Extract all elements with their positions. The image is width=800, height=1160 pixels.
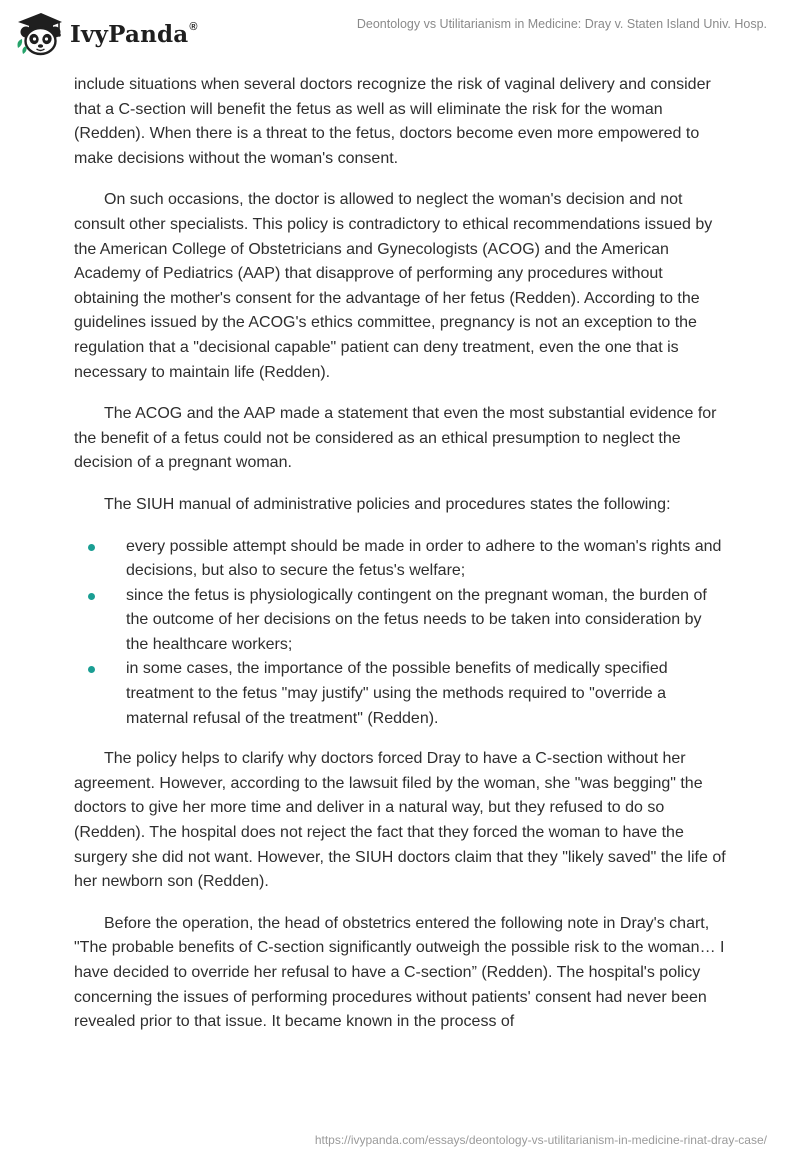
list-item [74,584,726,658]
essay-body [74,73,726,1052]
bullet-dot-icon [88,544,95,551]
paragraph-1: include situations when several doctors recognize the risk of vaginal delivery and consider that a C-section will benefit the fetus as well as will eliminate the risk for the woman (Redden). When there is a threat to the fetus, doctors become even more empowered to make decisions without the woman's consent. [74,76,711,167]
page-header [0,0,800,72]
ivypanda-logo[interactable] [14,10,198,56]
list-item [74,657,726,731]
bullet-dot-icon [88,666,95,673]
brand-name: IvyPanda® [70,20,198,48]
list-item-text: since the fetus is physiologically contingent on the pregnant woman, the burden of the outcome of her decisions on the fetus needs to be taken into consideration by the healthcare workers; [126,586,707,653]
policy-list [74,535,726,732]
paragraph-6: Before the operation, the head of obstetrics entered the following note in Dray's chart, "The probable benefits of C-section significantly outweigh the possible risk to the woman… I have decided to override her refusal to have a C-section” (Redden). The hospital's policy concerning the issues of performing procedures without patients' consent had never been revealed prior to that issue. It became known in the process of [74,914,725,1031]
paragraph-5: The policy helps to clarify why doctors forced Dray to have a C-section without her agreement. However, according to the lawsuit filed by the woman, she "was begging" the doctors to give her more time and deliver in a natural way, but they refused to do so (Redden). The hospital does not reject the fact that they forced the woman to have the surgery she did not want. However, the SIUH doctors claim that they "likely saved" the life of her newborn son (Redden). [74,750,726,891]
list-item-text: every possible attempt should be made in order to adhere to the woman's rights and decisions, but also to secure the fetus's welfare; [126,537,722,580]
list-item-text: in some cases, the importance of the possible benefits of medically specified treatment to the fetus "may justify" using the methods required to "override a maternal refusal of the treatment" (Redden). [126,660,668,727]
paragraph-4: The SIUH manual of administrative policies and procedures states the following: [104,495,671,513]
paragraph-3: The ACOG and the AAP made a statement that even the most substantial evidence for the benefit of a fetus could not be considered as an ethical presumption to neglect the decision of a pregnant woman. [74,405,717,472]
bullet-dot-icon [88,593,95,600]
registered-mark: ® [189,20,198,33]
list-item [74,535,726,584]
source-url-link[interactable]: https://ivypanda.com/essays/deontology-vs-utilitarianism-in-medicine-rinat-dray-case/ [314,1133,767,1147]
paragraph-2: On such occasions, the doctor is allowed to neglect the woman's decision and not consult other specialists. This policy is contradictory to ethical recommendations issued by the American College of Obstetricians and Gynecologists (ACOG) and the American Academy of Pediatrics (AAP) that disapprove of performing any procedures without obtaining the mother's consent for the advantage of her fetus (Redden). According to the guidelines issued by the ACOG's ethics committee, pregnancy is not an exception to the regulation that a "decisional capable" patient can deny treatment, even the one that is necessary to maintain life (Redden). [74,191,713,381]
panda-graduate-icon [14,10,64,56]
document-title: Deontology vs Utilitarianism in Medicine: Dray v. Staten Island Univ. Hosp. [356,17,767,31]
